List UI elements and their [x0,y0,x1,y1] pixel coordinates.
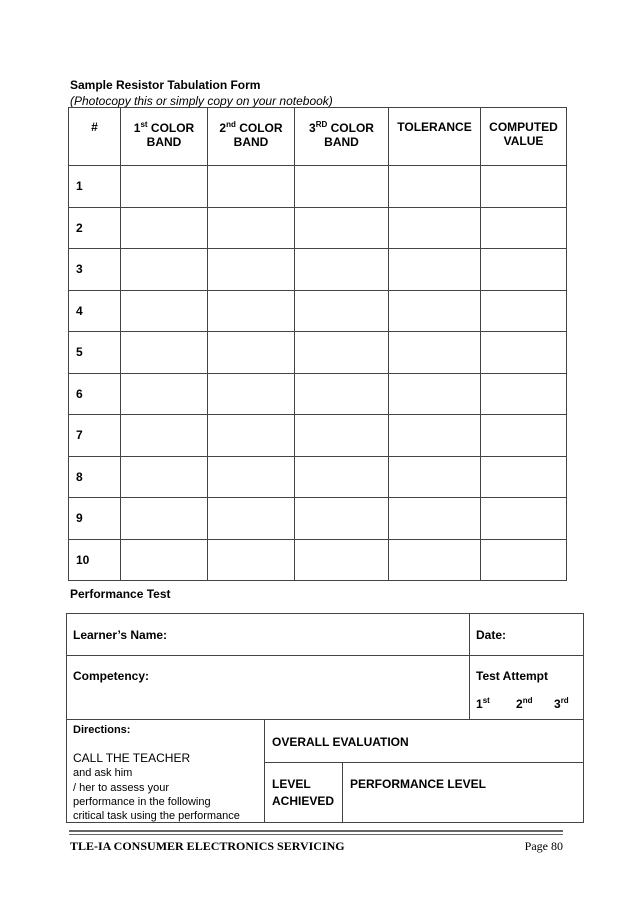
table-row [69,207,567,249]
row-number: 7 [69,415,121,457]
table-cell[interactable] [208,373,295,415]
performance-table [66,613,584,823]
table-cell[interactable] [389,373,481,415]
header-number: # [69,108,121,166]
learner-name-label: Learner’s Name: [73,628,168,642]
date-cell[interactable] [469,613,584,656]
row-number: 4 [69,290,121,332]
performance-level-label: PERFORMANCE LEVEL [350,777,487,791]
test-attempt-cell [469,655,584,720]
test-attempt-label: Test Attempt [476,669,548,683]
table-cell[interactable] [389,539,481,581]
overall-evaluation-cell [264,719,584,763]
footer-divider [69,830,563,832]
table-cell[interactable] [481,332,567,374]
table-cell[interactable] [481,166,567,208]
directions-line: and ask him [73,767,133,779]
footer-course-title: TLE-IA CONSUMER ELECTRONICS SERVICING [70,839,345,853]
attempt-second[interactable]: 2nd [516,696,533,711]
level-label: LEVEL [272,777,311,791]
directions-line: CALL THE TEACHER [73,751,191,765]
table-cell[interactable] [389,415,481,457]
table-cell[interactable] [295,332,389,374]
table-cell[interactable] [121,415,208,457]
table-cell[interactable] [389,290,481,332]
header-computed: COMPUTED VALUE [481,108,567,166]
table-row [69,415,567,457]
table-cell[interactable] [208,290,295,332]
table-cell[interactable] [481,290,567,332]
table-header-row [69,108,567,166]
table-cell[interactable] [121,207,208,249]
directions-line: performance in the following [73,796,211,808]
table-cell[interactable] [481,539,567,581]
table-cell[interactable] [121,498,208,540]
table-cell[interactable] [481,373,567,415]
directions-line: / her to assess your [73,782,169,794]
overall-evaluation-label: OVERALL EVALUATION [272,735,409,749]
table-cell[interactable] [208,415,295,457]
form-title: Sample Resistor Tabulation Form [70,78,261,92]
table-cell[interactable] [121,373,208,415]
table-cell[interactable] [208,456,295,498]
table-cell[interactable] [295,249,389,291]
table-cell[interactable] [208,207,295,249]
achieved-label: ACHIEVED [272,794,335,808]
row-number: 6 [69,373,121,415]
table-cell[interactable] [389,498,481,540]
table-cell[interactable] [481,456,567,498]
competency-cell[interactable] [66,655,470,720]
table-cell[interactable] [208,539,295,581]
table-cell[interactable] [295,166,389,208]
footer-page-number: Page 80 [524,839,563,853]
table-cell[interactable] [389,249,481,291]
header-band3: 3RD COLOR BAND [295,108,389,166]
table-cell[interactable] [295,290,389,332]
table-cell[interactable] [208,166,295,208]
level-achieved-cell [264,762,343,823]
table-cell[interactable] [481,415,567,457]
attempt-third[interactable]: 3rd [554,696,569,711]
table-cell[interactable] [295,415,389,457]
table-row [69,498,567,540]
row-number: 8 [69,456,121,498]
performance-level-cell [342,762,584,823]
header-band2: 2nd COLOR BAND [208,108,295,166]
table-cell[interactable] [295,373,389,415]
competency-label: Competency: [73,669,150,683]
row-number: 9 [69,498,121,540]
table-row [69,456,567,498]
row-number: 5 [69,332,121,374]
table-cell[interactable] [389,332,481,374]
row-number: 1 [69,166,121,208]
table-cell[interactable] [481,249,567,291]
table-cell[interactable] [481,207,567,249]
table-cell[interactable] [389,166,481,208]
table-cell[interactable] [389,456,481,498]
table-cell[interactable] [121,249,208,291]
table-row [69,332,567,374]
form-subtitle: (Photocopy this or simply copy on your notebook) [70,94,333,108]
resistor-table [68,107,567,581]
table-row [69,373,567,415]
table-cell[interactable] [389,207,481,249]
header-band1: 1st COLOR BAND [121,108,208,166]
directions-cell [66,719,265,823]
header-tolerance: TOLERANCE [389,108,481,166]
table-cell[interactable] [121,456,208,498]
table-cell[interactable] [121,166,208,208]
row-number: 3 [69,249,121,291]
table-cell[interactable] [208,498,295,540]
attempt-first[interactable]: 1st [476,696,490,711]
table-cell[interactable] [208,249,295,291]
table-cell[interactable] [121,332,208,374]
table-cell[interactable] [295,207,389,249]
table-cell[interactable] [121,539,208,581]
row-number: 2 [69,207,121,249]
table-row [69,249,567,291]
table-cell[interactable] [295,539,389,581]
footer-divider [69,834,563,835]
table-cell[interactable] [208,332,295,374]
row-number: 10 [69,539,121,581]
table-row [69,166,567,208]
learner-name-cell[interactable] [66,613,470,656]
date-label: Date: [476,628,507,642]
table-cell[interactable] [295,456,389,498]
table-cell[interactable] [295,498,389,540]
directions-label: Directions: [73,724,131,736]
table-cell[interactable] [481,498,567,540]
table-row [69,290,567,332]
directions-line: critical task using the performance [73,810,240,822]
table-cell[interactable] [121,290,208,332]
table-row [69,539,567,581]
performance-heading: Performance Test [70,587,171,601]
